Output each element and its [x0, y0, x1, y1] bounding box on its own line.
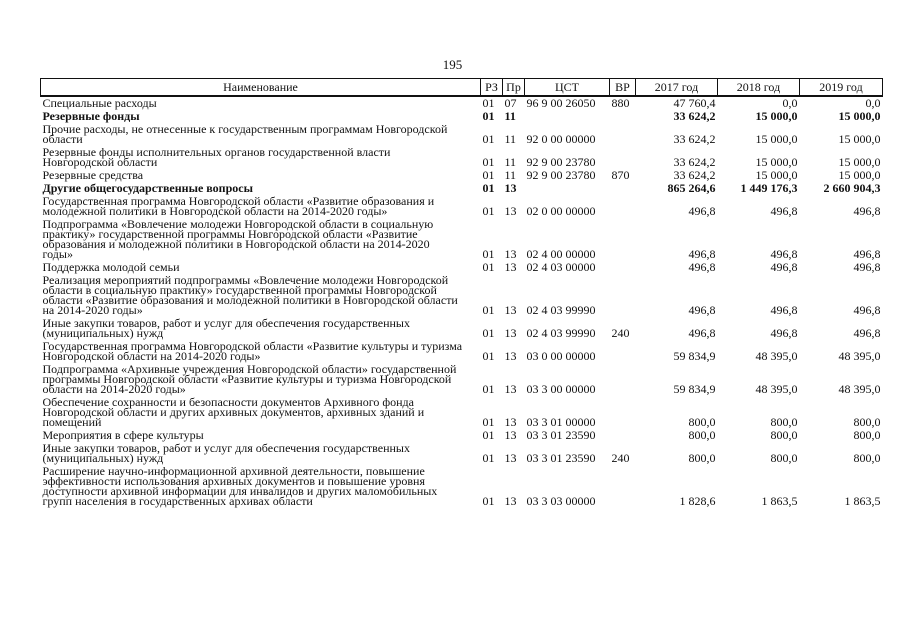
- header-name: Наименование: [41, 79, 481, 97]
- cell-rz: 01: [482, 349, 495, 363]
- cell-pr: 11: [504, 155, 517, 169]
- header-cst: ЦСТ: [525, 79, 610, 97]
- cell-2019: 496,8: [853, 247, 881, 261]
- cell-2018: 0,0: [782, 96, 798, 110]
- cell-pr: 13: [504, 415, 517, 429]
- cell-2018: 48 395,0: [755, 349, 798, 363]
- cell-rz: 01: [482, 181, 495, 195]
- cell-cst: 03 3 01 23590: [526, 428, 596, 442]
- cell-pr: 13: [504, 382, 517, 396]
- cell-vr: [610, 218, 636, 261]
- cell-pr: 11: [504, 168, 517, 182]
- cell-2019: 48 395,0: [838, 382, 881, 396]
- cell-2019: 496,8: [853, 260, 881, 274]
- table-row: [41, 218, 883, 261]
- cell-rz: 01: [482, 247, 495, 261]
- cell-vr: [610, 146, 636, 169]
- cell-vr: 240: [611, 326, 630, 340]
- header-vr: ВР: [610, 79, 636, 97]
- cell-name: Резервные средства: [42, 168, 144, 182]
- cell-2017: 496,8: [688, 326, 716, 340]
- cell-rz: 01: [482, 168, 495, 182]
- cell-vr: [610, 182, 636, 195]
- cell-cst: 92 0 00 00000: [526, 132, 596, 146]
- cell-2017: 33 624,2: [673, 132, 716, 146]
- cell-2017: 865 264,6: [667, 181, 716, 195]
- cell-cst: 03 0 00 00000: [526, 349, 596, 363]
- cell-name: Другие общегосударственные вопросы: [42, 181, 253, 195]
- cell-2019: 496,8: [853, 326, 881, 340]
- cell-rz: 01: [482, 96, 495, 110]
- cell-rz: 01: [482, 204, 495, 218]
- cell-rz: 01: [482, 155, 495, 169]
- cell-2019: 15 000,0: [838, 168, 881, 182]
- cell-vr: [610, 274, 636, 317]
- cell-pr: 13: [504, 303, 517, 317]
- cell-vr: [610, 429, 636, 442]
- cell-pr: 13: [504, 451, 517, 465]
- cell-2019: 800,0: [853, 428, 881, 442]
- cell-2018: 1 863,5: [761, 494, 798, 508]
- cell-2019: 15 000,0: [838, 132, 881, 146]
- header-pr: Пр: [503, 79, 525, 97]
- cell-2017: 496,8: [688, 247, 716, 261]
- header-2018: 2018 год: [718, 79, 800, 97]
- cell-2018: 800,0: [770, 451, 798, 465]
- cell-2018: 15 000,0: [755, 155, 798, 169]
- cell-vr: [610, 195, 636, 218]
- cell-rz: 01: [482, 382, 495, 396]
- cell-name: Резервные фонды исполнительных органов государственной власти Новгородской области: [42, 145, 391, 169]
- cell-2018: 496,8: [770, 326, 798, 340]
- cell-name: Мероприятия в сфере культуры: [42, 428, 204, 442]
- cell-2017: 496,8: [688, 303, 716, 317]
- cell-cst: 03 3 01 00000: [526, 415, 596, 429]
- cell-name: Реализация мероприятий подпрограммы «Вовлечение молодежи Новгородской области в социальную практику» государственной программы Новгородской области «Развитие образования и молодежной политики в Новгородской области на 2014-2020 годы»: [42, 273, 458, 317]
- cell-2018: 496,8: [770, 303, 798, 317]
- cell-rz: 01: [482, 326, 495, 340]
- cell-rz: 01: [482, 132, 495, 146]
- cell-2018: 15 000,0: [755, 168, 798, 182]
- cell-name: Расширение научно-информационной архивной деятельности, повышение эффективности использования архивных документов и повышение уровня доступности архивной информации для инвалидов и других маломобильных групп населения в государственных архивах области: [42, 464, 438, 508]
- cell-2019: 1 863,5: [844, 494, 881, 508]
- cell-rz: 01: [482, 260, 495, 274]
- cell-vr: [610, 465, 636, 508]
- cell-cst: 03 3 00 00000: [526, 382, 596, 396]
- cell-2019: 496,8: [853, 303, 881, 317]
- cell-2019: 496,8: [853, 204, 881, 218]
- cell-2017: 496,8: [688, 260, 716, 274]
- table-row: [41, 146, 883, 169]
- cell-cst: [525, 182, 610, 195]
- page-number: 195: [442, 57, 463, 72]
- cell-2018: 15 000,0: [755, 109, 798, 123]
- cell-pr: 13: [504, 494, 517, 508]
- cell-name: Поддержка молодой семьи: [42, 260, 180, 274]
- cell-cst: 03 3 01 23590: [526, 451, 596, 465]
- cell-name: Подпрограмма «Архивные учреждения Новгородской области» государственной программы Новгородской области «Развитие культуры и туризма Новгородской области на 2014-2020 годы»: [42, 362, 457, 396]
- table-row: [41, 317, 883, 340]
- cell-2019: 800,0: [853, 415, 881, 429]
- cell-2017: 800,0: [688, 415, 716, 429]
- cell-vr: [610, 340, 636, 363]
- cell-2017: 800,0: [688, 451, 716, 465]
- table-row: [41, 195, 883, 218]
- cell-pr: 13: [504, 428, 517, 442]
- table-row: [41, 465, 883, 508]
- table-row: [41, 340, 883, 363]
- cell-name: Иные закупки товаров, работ и услуг для обеспечения государственных (муниципальных) нужд: [42, 441, 410, 465]
- cell-vr: [610, 261, 636, 274]
- cell-vr: 240: [611, 451, 630, 465]
- cell-pr: 13: [504, 247, 517, 261]
- cell-pr: 13: [504, 349, 517, 363]
- cell-name: Государственная программа Новгородской области «Развитие культуры и туризма Новгородской области на 2014-2020 годы»: [42, 339, 463, 363]
- cell-cst: 92 9 00 23780: [526, 155, 596, 169]
- cell-2017: 1 828,6: [679, 494, 716, 508]
- cell-2017: 800,0: [688, 428, 716, 442]
- cell-2018: 800,0: [770, 428, 798, 442]
- cell-2019: 15 000,0: [838, 155, 881, 169]
- cell-cst: 03 3 03 00000: [526, 494, 596, 508]
- cell-rz: 01: [482, 303, 495, 317]
- cell-2017: 33 624,2: [673, 168, 716, 182]
- header-2017: 2017 год: [636, 79, 718, 97]
- cell-cst: 92 9 00 23780: [526, 168, 596, 182]
- table-header-row: [41, 79, 883, 97]
- cell-cst: 02 4 03 99990: [526, 326, 596, 340]
- cell-2017: 59 834,9: [673, 382, 716, 396]
- cell-2018: 496,8: [770, 204, 798, 218]
- cell-2018: 15 000,0: [755, 132, 798, 146]
- cell-name: Государственная программа Новгородской области «Развитие образования и молодежной политики в Новгородской области на 2014-2020 годы»: [42, 194, 435, 218]
- cell-2017: 33 624,2: [673, 155, 716, 169]
- cell-rz: 01: [482, 428, 495, 442]
- cell-vr: [610, 396, 636, 429]
- cell-rz: 01: [482, 451, 495, 465]
- table-row: [41, 123, 883, 146]
- cell-2018: 800,0: [770, 415, 798, 429]
- table-row: [41, 96, 883, 110]
- cell-pr: 07: [504, 96, 517, 110]
- cell-rz: 01: [482, 415, 495, 429]
- header-2019: 2019 год: [800, 79, 883, 97]
- cell-name: Прочие расходы, не отнесенные к государственным программам Новгородской области: [42, 122, 448, 146]
- cell-cst: 96 9 00 26050: [526, 96, 596, 110]
- cell-name: Иные закупки товаров, работ и услуг для обеспечения государственных (муниципальных) нужд: [42, 316, 410, 340]
- cell-vr: [610, 123, 636, 146]
- cell-2019: 800,0: [853, 451, 881, 465]
- cell-pr: 13: [504, 181, 517, 195]
- cell-vr: 870: [611, 168, 630, 182]
- cell-vr: [610, 110, 636, 123]
- cell-cst: 02 0 00 00000: [526, 204, 596, 218]
- cell-pr: 13: [504, 326, 517, 340]
- cell-cst: [525, 110, 610, 123]
- table-row: [41, 396, 883, 429]
- budget-table: [40, 78, 883, 508]
- cell-2018: 1 449 176,3: [740, 181, 798, 195]
- cell-pr: 13: [504, 260, 517, 274]
- cell-vr: [610, 363, 636, 396]
- cell-2017: 59 834,9: [673, 349, 716, 363]
- cell-2018: 496,8: [770, 260, 798, 274]
- header-rz: РЗ: [481, 79, 503, 97]
- cell-rz: 01: [482, 494, 495, 508]
- cell-cst: 02 4 03 00000: [526, 260, 596, 274]
- cell-2017: 496,8: [688, 204, 716, 218]
- cell-2018: 496,8: [770, 247, 798, 261]
- cell-2019: 0,0: [865, 96, 881, 110]
- cell-name: Резервные фонды: [42, 109, 140, 123]
- table-row: [41, 363, 883, 396]
- cell-2019: 2 660 904,3: [823, 181, 881, 195]
- cell-2017: 47 760,4: [673, 96, 716, 110]
- cell-vr: 880: [611, 96, 630, 110]
- cell-name: Обеспечение сохранности и безопасности документов Архивного фонда Новгородской области и других архивных документов, архивных зданий и помещений: [42, 395, 425, 429]
- cell-pr: 13: [504, 204, 517, 218]
- cell-name: Специальные расходы: [42, 96, 157, 110]
- cell-2019: 48 395,0: [838, 349, 881, 363]
- cell-cst: 02 4 03 99990: [526, 303, 596, 317]
- cell-rz: 01: [482, 109, 495, 123]
- table-body: [41, 96, 883, 508]
- cell-cst: 02 4 00 00000: [526, 247, 596, 261]
- table-row: [41, 274, 883, 317]
- cell-pr: 11: [504, 132, 517, 146]
- cell-2017: 33 624,2: [673, 109, 716, 123]
- table-row: [41, 442, 883, 465]
- cell-name: Подпрограмма «Вовлечение молодежи Новгородской области в социальную практику» государственной программы Новгородской области «Развитие образования и молодежной политики в Новгородской области на 2014-2020 годы»: [42, 217, 434, 261]
- cell-2019: 15 000,0: [838, 109, 881, 123]
- cell-2018: 48 395,0: [755, 382, 798, 396]
- cell-pr: 11: [504, 109, 516, 123]
